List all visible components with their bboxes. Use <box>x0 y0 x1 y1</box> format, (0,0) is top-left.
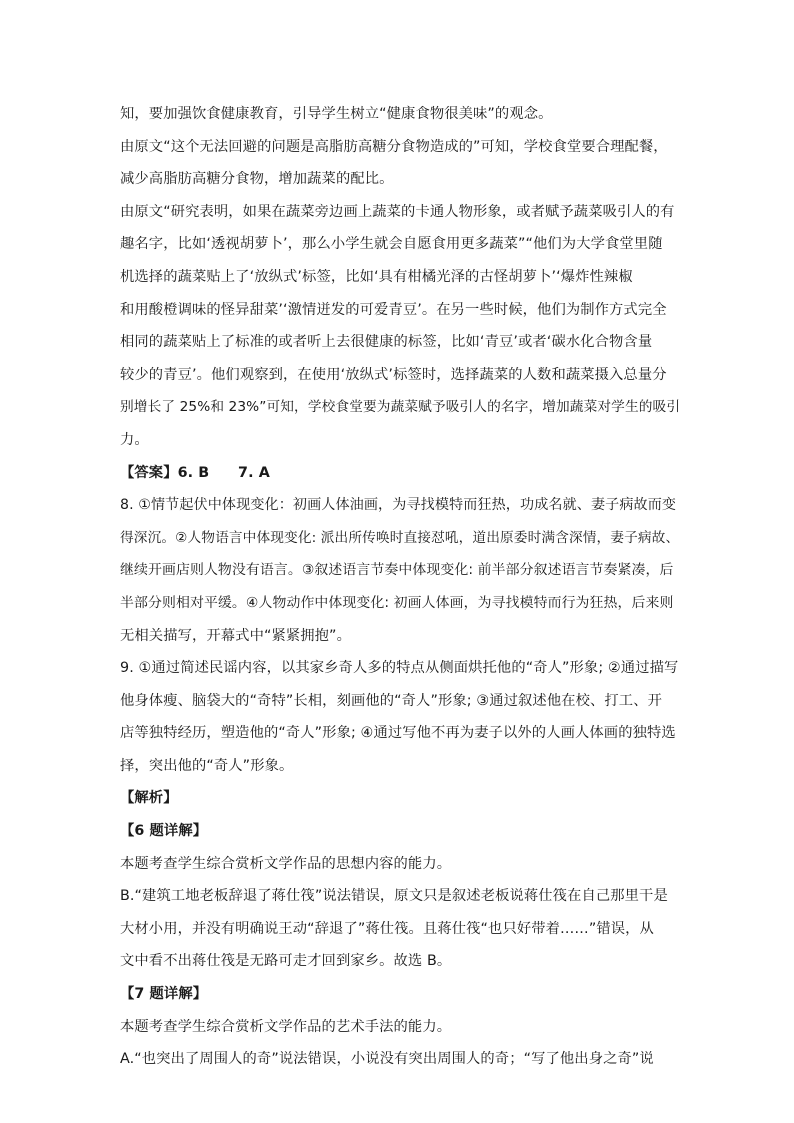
text-line: 知，要加强饮食健康教育，引导学生树立“健康食物很美味”的观念。 <box>120 106 553 122</box>
text-line: 大材小用，并没有明确说王动“辞退了”蒋仕筏。且蒋仕筏“也只好带着……”错误，从 <box>120 920 654 937</box>
text-line: 由原文“这个无法回避的问题是高脂肪高糖分食物造成的”可知，学校食堂要合理配餐， <box>120 138 668 155</box>
document-page <box>120 98 680 1076</box>
text-line: 减少高脂肪高糖分食物，增加蔬菜的配比。 <box>120 171 394 188</box>
text-line: 他身体瘦、脑袋大的“奇特”长相，刻画他的“奇人”形象; ③通过叙述他在校、打工、开 <box>120 692 662 709</box>
text-line: 趣名字，比如‘透视胡萝卜’，那么小学生就会自愿食用更多蔬菜”“他们为大学食堂里随 <box>120 236 663 253</box>
text-line: 9. ①通过简述民谣内容，以其家乡奇人多的特点从侧面烘托他的“奇人”形象; ②通过描写 <box>120 660 679 677</box>
section-heading: 【7 题详解】 <box>120 986 208 1003</box>
text-line: B.“建筑工地老板辞退了蒋仕筏”说法错误，原文只是叙述老板说蒋仕筏在自己那里干是 <box>120 888 668 905</box>
text-line: 相同的蔬菜贴上了标准的或者听上去很健康的标签，比如‘青豆’或者‘碳水化合物含量 <box>120 334 653 351</box>
text-line: 机选择的蔬菜贴上了‘放纵式’标签，比如‘具有柑橘光泽的古怪胡萝卜’‘爆炸性辣椒 <box>120 268 633 285</box>
text-line: 由原文“研究表明，如果在蔬菜旁边画上蔬菜的卡通人物形象，或者赋予蔬菜吸引人的有 <box>120 203 675 220</box>
text-line: 择，突出他的“奇人”形象。 <box>120 757 294 774</box>
text-line: 得深沉。②人物语言中体现变化: 派出所传唤时直接怼吼，道出原委时满含深情，妻子病故、 <box>120 529 680 546</box>
text-line: 别增长了 25%和 23%”可知，学校食堂要为蔬菜赋予吸引人的名字，增加蔬菜对学生的吸引 <box>120 399 681 416</box>
text-line: 无相关描写，开幕式中“紧紧拥抱”。 <box>120 627 351 644</box>
text-line: 继续开画店则人物没有语言。③叙述语言节奏中体现变化: 前半部分叙述语言节奏紧凑，后 <box>120 562 674 579</box>
text-line: 本题考查学生综合赏析文学作品的思想内容的能力。 <box>120 855 452 872</box>
analysis-heading: 【解析】 <box>120 790 178 807</box>
answer-heading: 【答案】6. B 7. A <box>120 464 270 481</box>
text-line: 文中看不出蒋仕筏是无路可走才回到家乡。故选 B。 <box>120 953 452 970</box>
section-heading: 【6 题详解】 <box>120 823 208 840</box>
text-line: 力。 <box>120 431 149 448</box>
text-line: 和用酸橙调味的怪异甜菜’‘激情迸发的可爱青豆’。在另一些时候，他们为制作方式完全 <box>120 301 667 318</box>
text-line: 较少的青豆’。他们观察到，在使用‘放纵式’标签时，选择蔬菜的人数和蔬菜摄入总量分 <box>120 366 667 383</box>
text-line: 本题考查学生综合赏析文学作品的艺术手法的能力。 <box>120 1018 452 1035</box>
text-line: A.“也突出了周围人的奇”说法错误，小说没有突出周围人的奇；“写了他出身之奇”说 <box>120 1051 654 1068</box>
text-line: 店等独特经历，塑造他的“奇人”形象; ④通过写他不再为妻子以外的人画人体画的独特选 <box>120 725 676 742</box>
text-line: 8. ①情节起伏中体现变化：初画人体油画，为寻找模特而狂热，功成名就、妻子病故而变 <box>120 497 677 514</box>
text-line: 半部分则相对平缓。④人物动作中体现变化: 初画人体画，为寻找模特而行为狂热，后来则 <box>120 594 674 611</box>
